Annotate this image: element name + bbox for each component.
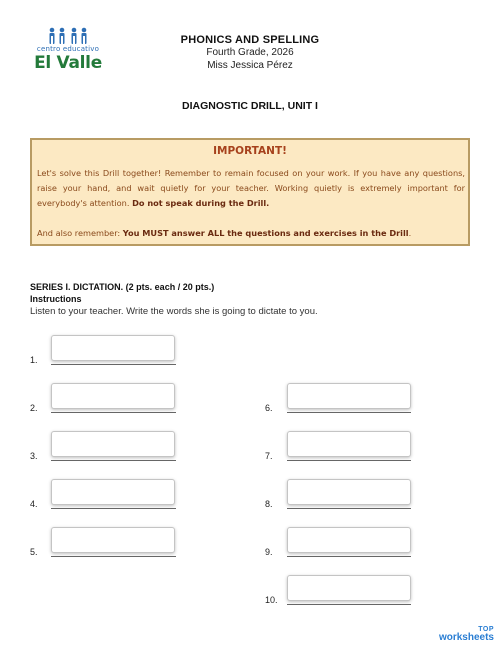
notice-p1-bold: Do not speak during the Drill. <box>132 198 270 209</box>
instructions-label: Instructions <box>30 294 82 304</box>
grade-year: Fourth Grade, 2026 <box>206 47 294 58</box>
answer-input-5[interactable] <box>51 527 175 553</box>
answer-line-10 <box>287 604 411 605</box>
answer-line-8 <box>287 508 411 509</box>
school-logo <box>32 27 104 75</box>
topworksheets-logo[interactable] <box>439 626 494 643</box>
answer-input-1[interactable] <box>51 335 175 361</box>
important-notice-box <box>30 138 470 246</box>
answer-number-1: 1. <box>30 355 38 365</box>
answer-line-9 <box>287 556 411 557</box>
answer-number-10: 10. <box>265 595 278 605</box>
answer-number-7: 7. <box>265 451 273 461</box>
logo-subtitle: centro educativo <box>36 45 100 53</box>
notice-paragraph-1 <box>37 166 465 212</box>
answer-input-10[interactable] <box>287 575 411 601</box>
notice-p1-text: Let's solve this Drill together! Remember to remain focused on your work. If you have any questions, raise your hand, and wait quietly for your teacher. Working quietly is extremely important for everybody's attention. <box>37 168 465 209</box>
people-logo-icon <box>48 27 88 45</box>
notice-paragraph-2 <box>37 228 467 238</box>
answer-line-5 <box>51 556 176 557</box>
logo-name: El Valle <box>34 53 102 73</box>
notice-p2-end: . <box>408 228 412 238</box>
answer-number-5: 5. <box>30 547 38 557</box>
answer-number-4: 4. <box>30 499 38 509</box>
answer-line-7 <box>287 460 411 461</box>
course-title: PHONICS AND SPELLING <box>180 34 320 46</box>
notice-title: IMPORTANT! <box>213 145 287 157</box>
answer-input-4[interactable] <box>51 479 175 505</box>
answer-input-3[interactable] <box>51 431 175 457</box>
notice-p2-bold: You MUST answer ALL the questions and exercises in the Drill <box>122 228 409 238</box>
answer-line-6 <box>287 412 411 413</box>
answer-input-6[interactable] <box>287 383 411 409</box>
answer-number-3: 3. <box>30 451 38 461</box>
answer-number-6: 6. <box>265 403 273 413</box>
series-heading: SERIES I. DICTATION. (2 pts. each / 20 pts.) <box>30 282 215 292</box>
answer-line-1 <box>51 364 176 365</box>
instructions-text: Listen to your teacher. Write the words she is going to dictate to you. <box>30 306 318 317</box>
teacher-name: Miss Jessica Pérez <box>207 60 293 71</box>
answer-line-4 <box>51 508 176 509</box>
answer-input-2[interactable] <box>51 383 175 409</box>
answer-number-2: 2. <box>30 403 38 413</box>
answer-line-2 <box>51 412 176 413</box>
drill-title: DIAGNOSTIC DRILL, UNIT I <box>182 100 318 112</box>
answer-input-8[interactable] <box>287 479 411 505</box>
answer-input-9[interactable] <box>287 527 411 553</box>
answer-line-3 <box>51 460 176 461</box>
answer-number-9: 9. <box>265 547 273 557</box>
answer-number-8: 8. <box>265 499 273 509</box>
notice-p2-text: And also remember: <box>37 228 123 238</box>
brand-worksheets: worksheets <box>438 632 494 643</box>
answer-input-7[interactable] <box>287 431 411 457</box>
brand-top: TOP <box>478 626 494 633</box>
